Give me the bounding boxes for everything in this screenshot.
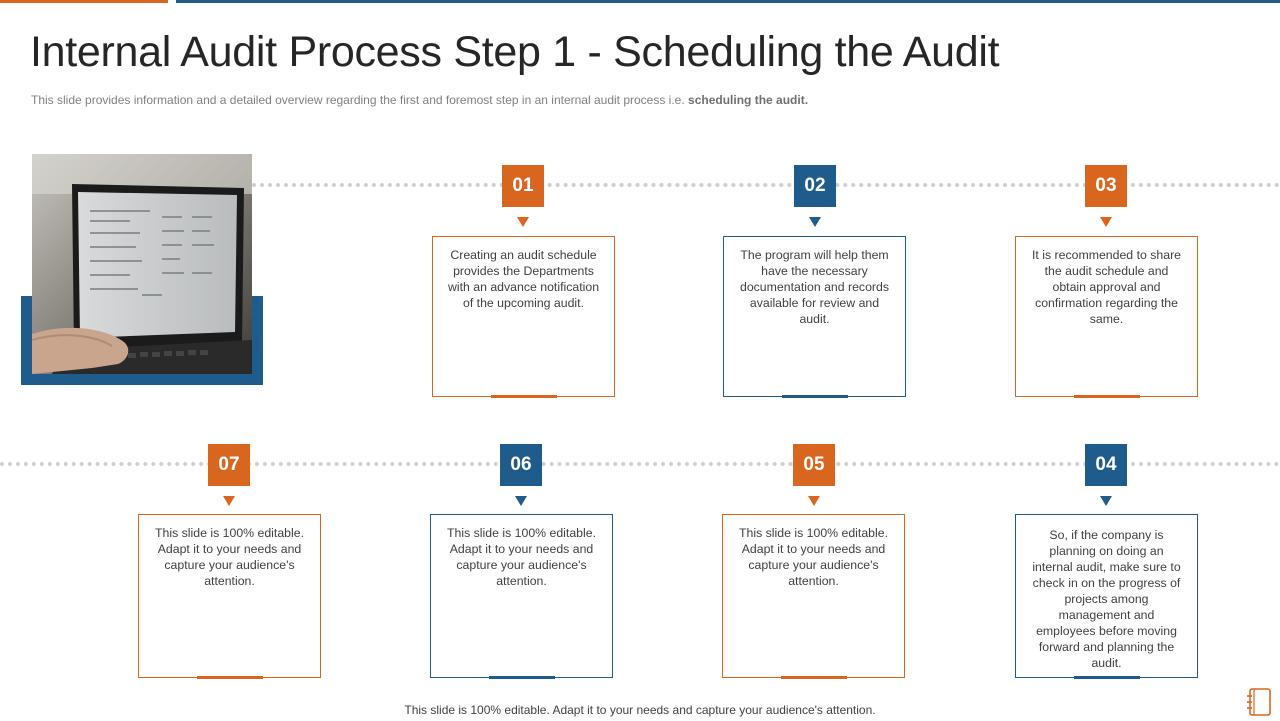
step-text-06: This slide is 100% editable. Adapt it to your needs and capture your audience's attention.	[446, 526, 596, 588]
step-badge-04: 04	[1085, 444, 1127, 486]
card-accent-line	[197, 676, 263, 679]
step-badge-06: 06	[500, 444, 542, 486]
notebook-icon[interactable]	[1246, 688, 1272, 716]
card-accent-line	[491, 395, 557, 398]
down-arrow-icon	[808, 496, 820, 506]
step-badge-07: 07	[208, 444, 250, 486]
step-card-01	[432, 236, 615, 397]
step-badge-05: 05	[793, 444, 835, 486]
laptop-photo-illustration	[32, 154, 252, 374]
step-text-03: It is recommended to share the audit schedule and obtain approval and confirmation regarding the same.	[1032, 248, 1181, 326]
step-card-02	[723, 236, 906, 397]
down-arrow-icon	[223, 496, 235, 506]
top-accent-bar-blue	[176, 0, 1280, 3]
card-accent-line	[781, 676, 847, 679]
subtitle-bold: scheduling the audit.	[688, 93, 809, 107]
step-text-01: Creating an audit schedule provides the Departments with an advance notification of the upcoming audit.	[447, 248, 600, 310]
card-accent-line	[489, 676, 555, 679]
step-badge-03: 03	[1085, 165, 1127, 207]
step-text-04: So, if the company is planning on doing an internal audit, make sure to check in on the progress of projects among management and employees before moving forward and planning the audit.	[1032, 528, 1181, 670]
page-title: Internal Audit Process Step 1 - Scheduling the Audit	[30, 28, 1000, 76]
laptop-photo	[32, 154, 252, 374]
page-subtitle	[31, 93, 808, 107]
down-arrow-icon	[1100, 496, 1112, 506]
step-card-07	[138, 514, 321, 678]
card-accent-line	[1074, 395, 1140, 398]
step-card-03	[1015, 236, 1198, 397]
step-badge-02: 02	[794, 165, 836, 207]
step-text-07: This slide is 100% editable. Adapt it to your needs and capture your audience's attention.	[154, 526, 304, 588]
footer-note: This slide is 100% editable. Adapt it to your needs and capture your audience's attention.	[404, 703, 876, 717]
step-card-04	[1015, 514, 1198, 678]
card-accent-line	[1074, 676, 1140, 679]
step-card-06	[430, 514, 613, 678]
top-accent-bar-orange	[0, 0, 168, 3]
step-badge-01: 01	[502, 165, 544, 207]
down-arrow-icon	[1100, 217, 1112, 227]
step-text-02: The program will help them have the necessary documentation and records available for review and audit.	[739, 248, 890, 326]
subtitle-text: This slide provides information and a detailed overview regarding the first and foremost step in an internal audit process i.e.	[31, 93, 689, 107]
down-arrow-icon	[515, 496, 527, 506]
down-arrow-icon	[517, 217, 529, 227]
step-card-05	[722, 514, 905, 678]
card-accent-line	[782, 395, 848, 398]
step-text-05: This slide is 100% editable. Adapt it to your needs and capture your audience's attention.	[738, 526, 888, 588]
down-arrow-icon	[809, 217, 821, 227]
